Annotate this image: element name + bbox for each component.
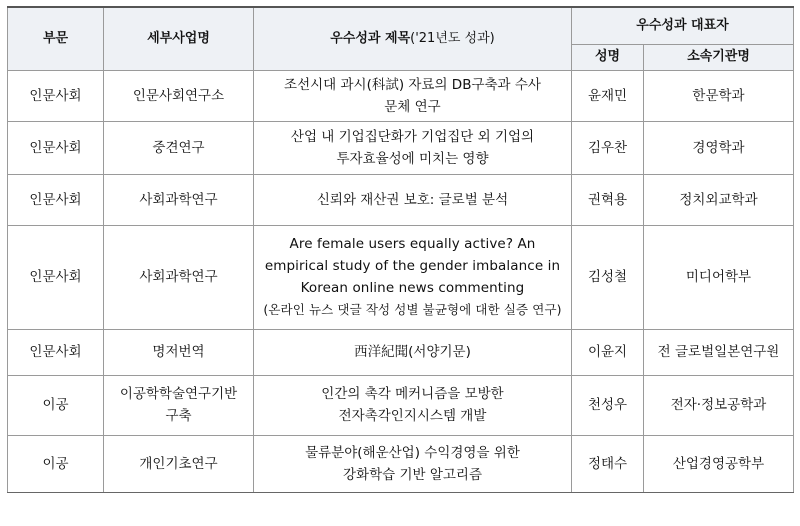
header-affiliation: 소속기관명 [644,44,794,70]
table-row [8,174,794,225]
title-line: 문체 연구 [384,98,441,115]
title-line: 투자효율성에 미치는 영향 [336,150,489,167]
header-field: 부문 [8,7,104,70]
cell-name: 권혁용 [572,174,644,225]
cell-field: 이공 [8,435,104,492]
program-line: 구축 [165,408,192,424]
cell-name: 이윤지 [572,329,644,375]
cell-name: 정태수 [572,435,644,492]
program-line: 이공학학술연구기반 [119,386,238,402]
title-line: Korean online news commenting [300,280,525,296]
title-line: 물류분야(해운산업) 수익경영을 위한 [305,444,520,461]
table-row [8,329,794,375]
header-title-main: 우수성과 제목 [330,30,411,46]
cell-program: 명저번역 [104,329,254,375]
cell-name: 김우찬 [572,121,644,174]
title-line: 산업 내 기업집단화가 기업집단 외 기업의 [290,128,535,145]
title-line: 인간의 촉각 메커니즘을 모방한 [321,386,504,402]
cell-field: 인문사회 [8,329,104,375]
cell-affiliation: 미디어학부 [644,225,794,329]
header-title [254,7,572,70]
cell-affiliation: 전자·정보공학과 [644,375,794,435]
cell-title [254,375,572,435]
cell-title [254,435,572,492]
table-row [8,375,794,435]
cell-program: 사회과학연구 [104,225,254,329]
achievements-table-container [7,6,793,493]
achievements-table [7,6,794,493]
cell-affiliation: 산업경영공학부 [644,435,794,492]
cell-title [254,225,572,329]
table-row [8,225,794,329]
cell-field: 인문사회 [8,121,104,174]
cell-affiliation: 한문학과 [644,70,794,121]
header-representative: 우수성과 대표자 [572,7,794,44]
title-line: Are female users equally active? An [289,236,536,252]
cell-program: 개인기초연구 [104,435,254,492]
header-title-suffix: ('21년도 성과) [410,30,495,46]
table-row [8,121,794,174]
cell-name: 윤재민 [572,70,644,121]
header-row [8,7,794,44]
cell-program: 사회과학연구 [104,174,254,225]
cell-program: 인문사회연구소 [104,70,254,121]
table-row [8,70,794,121]
table-row [8,435,794,492]
cell-name: 천성우 [572,375,644,435]
cell-name: 김성철 [572,225,644,329]
title-line: 조선시대 과시(科試) 자료의 DB구축과 수사 [284,76,541,93]
cell-field: 인문사회 [8,70,104,121]
cell-program [104,375,254,435]
cell-title [254,121,572,174]
header-program: 세부사업명 [104,7,254,70]
cell-affiliation: 정치외교학과 [644,174,794,225]
cell-affiliation: 경영학과 [644,121,794,174]
cell-title [254,70,572,121]
cell-field: 이공 [8,375,104,435]
title-line: 신뢰와 재산권 보호: 글로벌 분석 [316,191,509,208]
cell-field: 인문사회 [8,225,104,329]
title-line: empirical study of the gender imbalance in [264,258,561,274]
cell-title [254,329,572,375]
title-line: 전자촉각인지시스템 개발 [338,408,487,424]
title-line: 강화학습 기반 알고리즘 [343,466,482,483]
title-note: (온라인 뉴스 댓글 작성 성별 불균형에 대한 실증 연구) [263,302,562,317]
cell-title [254,174,572,225]
cell-program: 중견연구 [104,121,254,174]
title-line: 西洋紀聞(서양기문) [354,344,471,360]
header-name: 성명 [572,44,644,70]
cell-affiliation: 전 글로벌일본연구원 [644,329,794,375]
cell-field: 인문사회 [8,174,104,225]
